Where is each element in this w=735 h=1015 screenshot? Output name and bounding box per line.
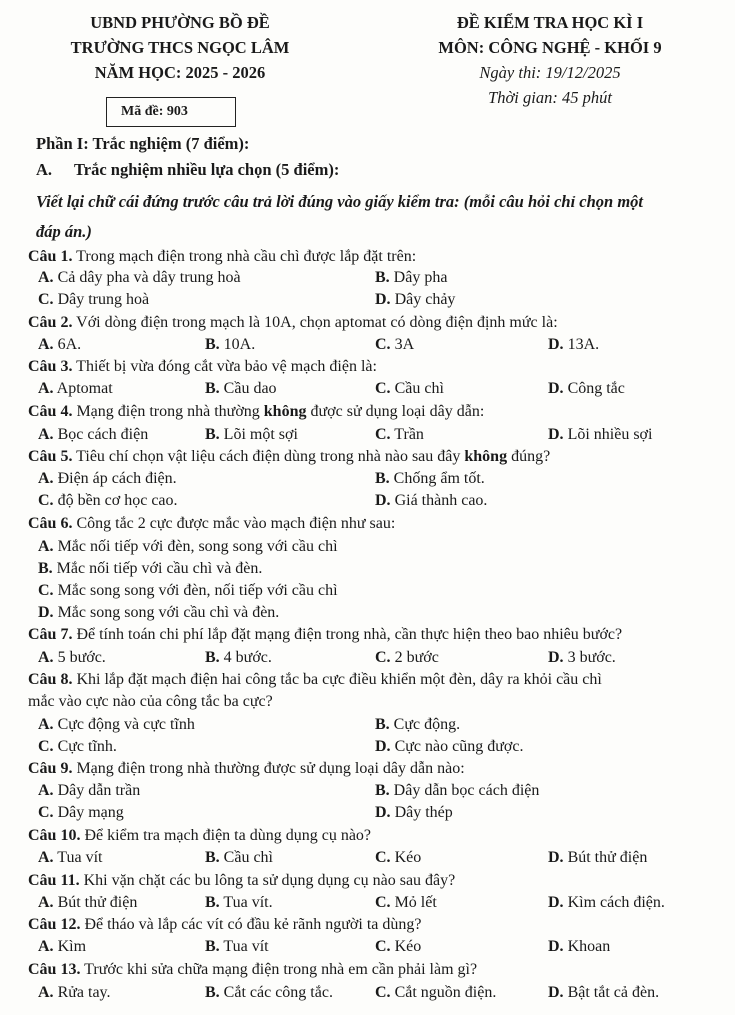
question bbox=[28, 670, 718, 690]
option: A. Aptomat bbox=[38, 380, 113, 397]
question-number: Câu 5. bbox=[28, 448, 73, 465]
question-emphasis: không bbox=[263, 403, 307, 420]
instruction-line: đáp án.) bbox=[36, 222, 92, 241]
question bbox=[28, 313, 718, 333]
question-text: Với dòng điện trong mạch là 10A, chọn aptomat có dòng điện định mức là: bbox=[72, 314, 558, 331]
option: A. Tua vít bbox=[38, 849, 103, 866]
option: A. 5 bước. bbox=[38, 649, 106, 666]
section-heading bbox=[36, 160, 339, 180]
option: A. 6A. bbox=[38, 336, 82, 353]
option: B. Chống ẩm tốt. bbox=[375, 470, 485, 487]
option: B. Tua vít. bbox=[205, 894, 273, 911]
option: C. 2 bước bbox=[375, 649, 439, 666]
option: B. Cắt các công tắc. bbox=[205, 984, 333, 1001]
question-number: Câu 9. bbox=[28, 760, 73, 777]
exam-code-box: Mã đề: 903 bbox=[106, 97, 236, 127]
question bbox=[28, 915, 718, 935]
option: C. Kéo bbox=[375, 938, 422, 955]
option: D. 13A. bbox=[548, 336, 600, 353]
option: B. Tua vít bbox=[205, 938, 269, 955]
option: B. 10A. bbox=[205, 336, 256, 353]
question bbox=[28, 625, 718, 645]
question bbox=[28, 447, 718, 467]
question bbox=[28, 826, 718, 846]
option: D. Bút thử điện bbox=[548, 849, 648, 866]
question-number: Câu 3. bbox=[28, 358, 73, 375]
question bbox=[28, 247, 718, 267]
question-number: Câu 7. bbox=[28, 626, 73, 643]
question bbox=[28, 759, 718, 779]
question-text: Để kiểm tra mạch điện ta dùng dụng cụ nào? bbox=[80, 827, 372, 844]
question-number: Câu 12. bbox=[28, 916, 81, 933]
question bbox=[28, 402, 718, 422]
question-number: Câu 6. bbox=[28, 515, 73, 532]
instruction bbox=[36, 187, 706, 247]
question bbox=[28, 514, 718, 534]
option: C. Dây trung hoà bbox=[38, 291, 150, 308]
exam-title: ĐỀ KIỂM TRA HỌC KÌ I bbox=[456, 13, 644, 32]
option: C. Dây mạng bbox=[38, 804, 124, 821]
option: B. Dây pha bbox=[375, 269, 448, 286]
question-text: Khi vặn chặt các bu lông ta sử dụng dụng cụ nào sau đây? bbox=[79, 872, 456, 889]
question-number: Câu 11. bbox=[28, 872, 80, 889]
option: B. Cầu dao bbox=[205, 380, 277, 397]
option: D. Giá thành cao. bbox=[375, 492, 488, 509]
question-text: Để tháo và lắp các vít có đầu kẻ rãnh người ta dùng? bbox=[80, 916, 422, 933]
question-number: Câu 8. bbox=[28, 671, 73, 688]
question-continuation: mắc vào cực nào của công tắc ba cực? bbox=[28, 693, 273, 710]
option: C. Cực tĩnh. bbox=[38, 738, 117, 755]
option: A. Cực động và cực tĩnh bbox=[38, 716, 195, 733]
question-text: Công tắc 2 cực được mắc vào mạch điện như sau: bbox=[72, 515, 396, 532]
option: D. 3 bước. bbox=[548, 649, 616, 666]
question-emphasis: không bbox=[464, 448, 508, 465]
instruction-line: Viết lại chữ cái đứng trước câu trả lời đúng vào giấy kiểm tra: (mỗi câu hỏi chỉ chọn một bbox=[36, 192, 644, 211]
school-header bbox=[30, 10, 330, 85]
question-text: Trước khi sửa chữa mạng điện trong nhà em cần phải làm gì? bbox=[80, 961, 478, 978]
option: D. Công tắc bbox=[548, 380, 625, 397]
exam-date: Ngày thi: 19/12/2025 bbox=[479, 63, 621, 82]
section-title: Trắc nghiệm nhiều lựa chọn (5 điểm): bbox=[74, 160, 340, 179]
exam-subject: MÔN: CÔNG NGHỆ - KHỐI 9 bbox=[438, 38, 662, 57]
option: A. Bọc cách điện bbox=[38, 426, 149, 443]
option: C. Mỏ lết bbox=[375, 894, 437, 911]
question-text: Khi lắp đặt mạch điện hai công tắc ba cực điều khiển một đèn, dây ra khỏi cầu chì bbox=[72, 671, 602, 688]
school-year: NĂM HỌC: 2025 - 2026 bbox=[94, 63, 266, 82]
question-text: được sử dụng loại dây dẫn: bbox=[306, 403, 485, 420]
question-text: Trong mạch điện trong nhà cầu chì được lắp đặt trên: bbox=[72, 248, 417, 265]
option: D. Khoan bbox=[548, 938, 611, 955]
option: A. Rửa tay. bbox=[38, 984, 111, 1001]
option: C. Cắt nguồn điện. bbox=[375, 984, 497, 1001]
part-heading: Phần I: Trắc nghiệm (7 điểm): bbox=[36, 134, 250, 153]
question bbox=[28, 357, 718, 377]
option: C. Kéo bbox=[375, 849, 422, 866]
option: B. Dây dẫn bọc cách điện bbox=[375, 782, 540, 799]
option: A. Bút thử điện bbox=[38, 894, 138, 911]
option: D. Mắc song song với cầu chì và đèn. bbox=[38, 604, 280, 621]
option: C. 3A bbox=[375, 336, 415, 353]
school-name: TRƯỜNG THCS NGỌC LÂM bbox=[70, 38, 290, 57]
district-name: UBND PHƯỜNG BỒ ĐỀ bbox=[90, 13, 270, 32]
option: D. Kìm cách điện. bbox=[548, 894, 665, 911]
option: D. Dây chảy bbox=[375, 291, 456, 308]
option: A. Mắc nối tiếp với đèn, song song với cầu chì bbox=[38, 538, 338, 555]
option: D. Bật tắt cả đèn. bbox=[548, 984, 660, 1001]
question-text: Thiết bị vừa đóng cắt vừa bảo vệ mạch điện là: bbox=[72, 358, 377, 375]
option: D. Lõi nhiều sợi bbox=[548, 426, 653, 443]
option: C. Mắc song song với đèn, nối tiếp với cầu chì bbox=[38, 582, 338, 599]
option: A. Điện áp cách điện. bbox=[38, 470, 177, 487]
exam-header bbox=[380, 10, 720, 110]
option: B. Mắc nối tiếp với cầu chì và đèn. bbox=[38, 560, 263, 577]
option: B. 4 bước. bbox=[205, 649, 272, 666]
question-text: Mạng điện trong nhà thường bbox=[72, 403, 264, 420]
option: C. Trần bbox=[375, 426, 424, 443]
question bbox=[28, 871, 718, 891]
question bbox=[28, 960, 718, 980]
option: B. Cầu chì bbox=[205, 849, 273, 866]
question-number: Câu 10. bbox=[28, 827, 81, 844]
question-text: đúng? bbox=[507, 448, 551, 465]
option: A. Kìm bbox=[38, 938, 87, 955]
question-text: Mạng điện trong nhà thường được sử dụng loại dây dẫn nào: bbox=[72, 760, 465, 777]
question-number: Câu 1. bbox=[28, 248, 73, 265]
question-text: Tiêu chí chọn vật liệu cách điện dùng trong nhà nào sau đây bbox=[72, 448, 465, 465]
question-number: Câu 13. bbox=[28, 961, 81, 978]
question-number: Câu 4. bbox=[28, 403, 73, 420]
option: A. Dây dẫn trần bbox=[38, 782, 141, 799]
option: D. Cực nào cũng được. bbox=[375, 738, 524, 755]
exam-duration: Thời gian: 45 phút bbox=[488, 88, 612, 107]
option: C. Cầu chì bbox=[375, 380, 444, 397]
option: B. Lõi một sợi bbox=[205, 426, 298, 443]
option: D. Dây thép bbox=[375, 804, 453, 821]
question-number: Câu 2. bbox=[28, 314, 73, 331]
section-label: A. bbox=[36, 160, 53, 179]
question-text: Để tính toán chi phí lắp đặt mạng điện trong nhà, cần thực hiện theo bao nhiêu bước? bbox=[72, 626, 623, 643]
option: B. Cực động. bbox=[375, 716, 461, 733]
option: A. Cả dây pha và dây trung hoà bbox=[38, 269, 241, 286]
option: C. độ bền cơ học cao. bbox=[38, 492, 178, 509]
